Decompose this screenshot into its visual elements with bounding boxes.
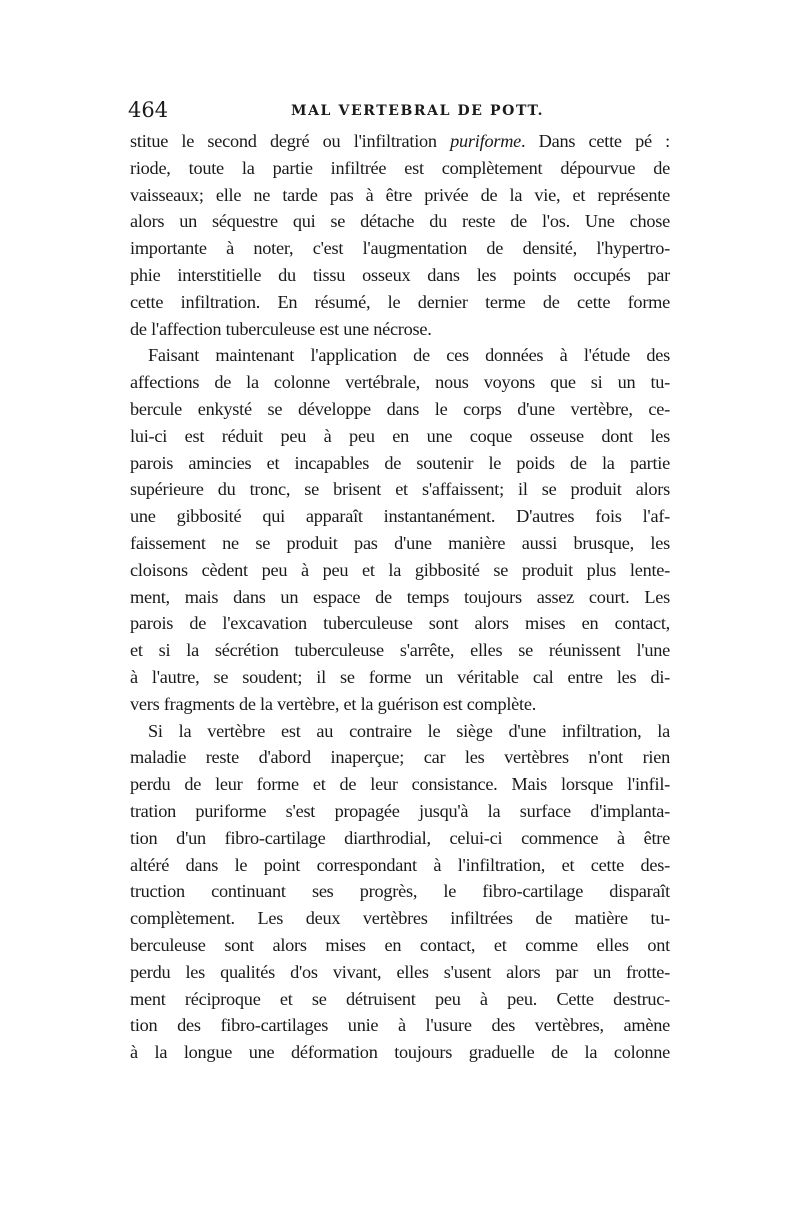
text-line: parois de l'excavation tuberculeuse sont alors mises en contact, [130, 613, 670, 634]
text-line: importante à noter, c'est l'augmentation de densité, l'hypertro- [130, 238, 670, 259]
text-line: à l'autre, se soudent; il se forme un véritable cal entre les di- [130, 666, 670, 687]
text-line: faissement ne se produit pas d'une manière aussi brusque, les [130, 532, 670, 553]
text-line: affections de la colonne vertébrale, nous voyons que si un tu- [130, 372, 670, 393]
text-line: à la longue une déformation toujours graduelle de la colonne [130, 1042, 670, 1063]
running-head: MAL VERTEBRAL DE POTT. [291, 103, 545, 119]
text-line: maladie reste d'abord inaperçue; car les vertèbres n'ont rien [130, 747, 670, 768]
text-line: tion des fibro-cartilages unie à l'usure des vertèbres, amène [130, 1015, 670, 1036]
text-line: supérieure du tronc, se brisent et s'affaissent; il se produit alors [130, 479, 670, 500]
text-line: perdu les qualités d'os vivant, elles s'usent alors par un frotte- [130, 961, 670, 982]
text-line: une gibbosité qui apparaît instantanément. D'autres fois l'af- [130, 506, 670, 527]
text-line: tration puriforme s'est propagée jusqu'à la surface d'implanta- [130, 800, 670, 821]
text-line: cette infiltration. En résumé, le dernier terme de cette forme [130, 291, 670, 312]
text-line: vers fragments de la vertèbre, et la guérison est complète. [130, 693, 537, 714]
text-line: lui-ci est réduit peu à peu en une coque osseuse dont les [130, 425, 670, 446]
text-line: stitue le second degré ou l'infiltration puriforme. Dans cette pé : [130, 131, 670, 151]
text-line: altéré dans le point correspondant à l'infiltration, et cette des- [130, 854, 670, 875]
text-line: ment réciproque et se détruisent peu à peu. Cette destruc- [130, 988, 670, 1009]
paragraph-start-line: Faisant maintenant l'application de ces données à l'étude des [148, 345, 670, 366]
text-line: complètement. Les deux vertèbres infiltrées de matière tu- [130, 908, 670, 929]
text-line: cloisons cèdent peu à peu et la gibbosité se produit plus lente- [130, 559, 670, 580]
text-line: et si la sécrétion tuberculeuse s'arrête, elles se réunissent l'une [130, 640, 670, 661]
text-line: phie interstitielle du tissu osseux dans les points occupés par [130, 264, 670, 285]
paragraph-start-line: Si la vertèbre est au contraire le siège d'une infiltration, la [148, 720, 670, 741]
text-line: vaisseaux; elle ne tarde pas à être privée de la vie, et représente [130, 184, 670, 205]
text-line: tion d'un fibro-cartilage diarthrodial, celui-ci commence à être [130, 827, 670, 848]
text-line: parois amincies et incapables de soutenir le poids de la partie [130, 452, 670, 473]
page-number: 464 [128, 98, 169, 122]
body-text [130, 128, 670, 1066]
text-line: berculeuse sont alors mises en contact, et comme elles ont [130, 934, 670, 955]
text-line: bercule enkysté se développe dans le corps d'une vertèbre, ce- [130, 398, 670, 419]
text-line: alors un séquestre qui se détache du reste de l'os. Une chose [130, 211, 670, 232]
text-line: riode, toute la partie infiltrée est complètement dépourvue de [130, 157, 670, 178]
page-header [128, 98, 673, 122]
text-line: truction continuant ses progrès, le fibro-cartilage disparaît [130, 881, 670, 902]
text-line: perdu de leur forme et de leur consistance. Mais lorsque l'infil- [130, 774, 670, 795]
italic-term: puriforme [450, 131, 522, 151]
text-line: de l'affection tuberculeuse est une nécrose. [130, 318, 432, 339]
text-line: ment, mais dans un espace de temps toujours assez court. Les [130, 586, 670, 607]
